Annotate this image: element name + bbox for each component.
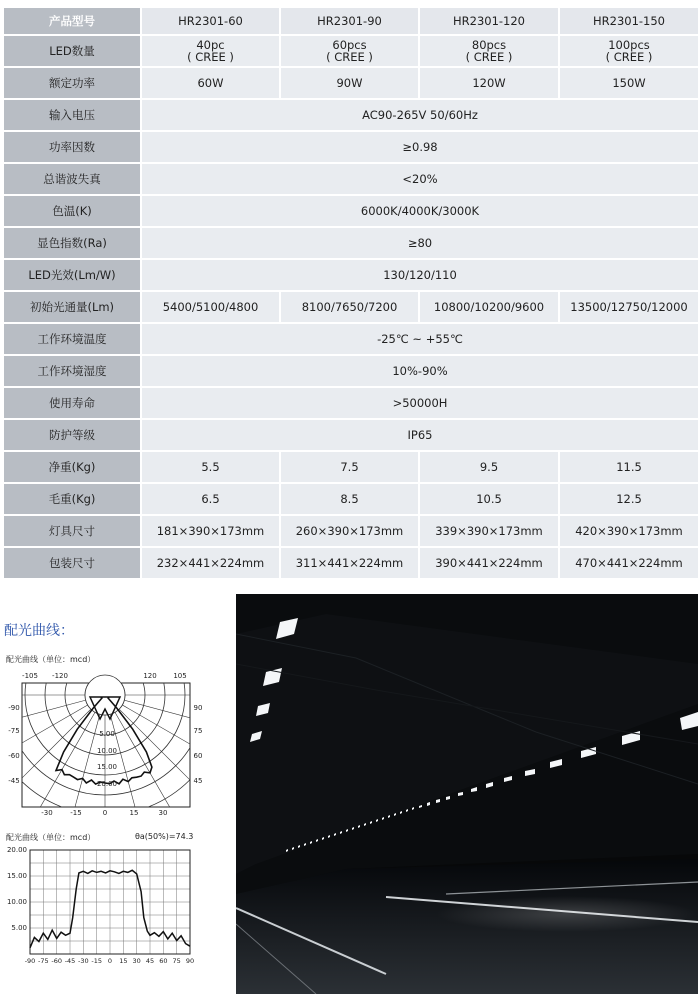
polar-label: -105: [22, 672, 38, 680]
linear-x-tick: -30: [78, 957, 89, 965]
row-value: 10.5: [419, 483, 559, 515]
polar-label: 15: [129, 809, 139, 817]
row-value: 6000K/4000K/3000K: [141, 195, 699, 227]
header-label: 产品型号: [3, 7, 141, 35]
row-value: 181×390×173mm: [141, 515, 280, 547]
row-value: AC90-265V 50/60Hz: [141, 99, 699, 131]
row-value: 10800/10200/9600: [419, 291, 559, 323]
row-value: 232×441×224mm: [141, 547, 280, 579]
row-value: 7.5: [280, 451, 419, 483]
polar-label: 90: [193, 704, 203, 712]
polar-label: -120: [52, 672, 68, 680]
table-body: [3, 35, 699, 579]
row-value: 11.5: [559, 451, 699, 483]
linear-y-tick: 10.00: [6, 898, 27, 906]
row-value: 60W: [141, 67, 280, 99]
row-label: 净重(Kg): [3, 451, 141, 483]
row-value: 150W: [559, 67, 699, 99]
row-label: 显色指数(Ra): [3, 227, 141, 259]
row-label: 灯具尺寸: [3, 515, 141, 547]
linear-x-tick: 30: [132, 957, 141, 965]
table-row: [3, 195, 699, 227]
row-value: 80pcs ( CREE ): [419, 35, 559, 67]
polar-label: -30: [41, 809, 53, 817]
row-value: 8100/7650/7200: [280, 291, 419, 323]
polar-label: 30: [158, 809, 168, 817]
polar-label: -15: [70, 809, 82, 817]
linear-caption: 配光曲线（单位：mcd）: [6, 833, 96, 842]
polar-caption: 配光曲线（单位：mcd）: [6, 655, 96, 664]
polar-label: 75: [193, 727, 203, 735]
row-value: 10%-90%: [141, 355, 699, 387]
row-value: 6.5: [141, 483, 280, 515]
row-value: 260×390×173mm: [280, 515, 419, 547]
linear-x-tick: -90: [24, 957, 36, 965]
row-label: LED光效(Lm/W): [3, 259, 141, 291]
polar-label: 5.00: [99, 730, 115, 738]
row-label: 初始光通量(Lm): [3, 291, 141, 323]
polar-label: -90: [8, 704, 20, 712]
polar-label: 15.00: [96, 763, 118, 771]
row-value: -25℃ ~ +55℃: [141, 323, 699, 355]
table-row: [3, 515, 699, 547]
row-value: 390×441×224mm: [419, 547, 559, 579]
table-row: [3, 35, 699, 67]
row-value: IP65: [141, 419, 699, 451]
row-value: 90W: [280, 67, 419, 99]
polar-label: 120: [143, 672, 157, 680]
spec-table: [2, 6, 700, 580]
linear-x-tick: -75: [38, 957, 49, 965]
polar-label: 20.00: [96, 780, 118, 788]
polar-label: 10.00: [96, 747, 118, 755]
row-label: 功率因数: [3, 131, 141, 163]
tunnel-photo: [236, 594, 698, 994]
row-value: 9.5: [419, 451, 559, 483]
table-row: [3, 227, 699, 259]
linear-x-tick: 75: [172, 957, 181, 965]
row-value: 120W: [419, 67, 559, 99]
row-value: 8.5: [280, 483, 419, 515]
linear-y-tick: 5.00: [11, 924, 27, 932]
row-value: 100pcs ( CREE ): [559, 35, 699, 67]
linear-x-tick: -15: [91, 957, 102, 965]
table-header-row: [3, 7, 699, 35]
polar-label: -45: [8, 777, 20, 785]
table-row: [3, 547, 699, 579]
table-row: [3, 323, 699, 355]
row-label: 总谐波失真: [3, 163, 141, 195]
row-value: 420×390×173mm: [559, 515, 699, 547]
header-model-150: HR2301-150: [559, 7, 699, 35]
header-model-60: HR2301-60: [141, 7, 280, 35]
row-value: 5.5: [141, 451, 280, 483]
polar-label: 60: [193, 752, 203, 760]
polar-label: -75: [8, 727, 20, 735]
row-label: 输入电压: [3, 99, 141, 131]
linear-y-tick: 15.00: [6, 872, 27, 880]
linear-x-tick: 0: [107, 957, 113, 965]
linear-chart: [0, 842, 225, 982]
table-row: [3, 67, 699, 99]
row-label: 工作环境湿度: [3, 355, 141, 387]
row-value: 470×441×224mm: [559, 547, 699, 579]
row-value: 130/120/110: [141, 259, 699, 291]
linear-x-tick: 45: [145, 957, 155, 965]
row-value: 60pcs ( CREE ): [280, 35, 419, 67]
row-value: ≥80: [141, 227, 699, 259]
linear-x-tick: -45: [64, 957, 76, 965]
table-row: [3, 131, 699, 163]
row-label: 毛重(Kg): [3, 483, 141, 515]
row-value: 40pc ( CREE ): [141, 35, 280, 67]
section-title: 配光曲线：: [4, 623, 74, 639]
linear-y-tick: 20.00: [6, 846, 27, 854]
table-row: [3, 355, 699, 387]
polar-label: 45: [193, 777, 203, 785]
polar-chart: [0, 665, 225, 825]
table-row: [3, 291, 699, 323]
table-row: [3, 419, 699, 451]
linear-x-tick: 60: [159, 957, 168, 965]
table-row: [3, 163, 699, 195]
polar-label: 105: [173, 672, 187, 680]
linear-x-tick: -60: [51, 957, 62, 965]
table-row: [3, 483, 699, 515]
row-value: 311×441×224mm: [280, 547, 419, 579]
row-value: 339×390×173mm: [419, 515, 559, 547]
polar-label: -60: [8, 752, 20, 760]
linear-x-tick: 90: [185, 957, 195, 965]
row-label: 包装尺寸: [3, 547, 141, 579]
row-label: 使用寿命: [3, 387, 141, 419]
table-row: [3, 259, 699, 291]
row-label: 防护等级: [3, 419, 141, 451]
row-value: 12.5: [559, 483, 699, 515]
row-value: <20%: [141, 163, 699, 195]
row-value: 5400/5100/4800: [141, 291, 280, 323]
header-model-120: HR2301-120: [419, 7, 559, 35]
row-value: ≥0.98: [141, 131, 699, 163]
table-row: [3, 99, 699, 131]
row-label: 额定功率: [3, 67, 141, 99]
polar-label: 0: [102, 809, 108, 817]
row-value: 13500/12750/12000: [559, 291, 699, 323]
row-label: 色温(K): [3, 195, 141, 227]
row-value: >50000H: [141, 387, 699, 419]
header-model-90: HR2301-90: [280, 7, 419, 35]
table-row: [3, 387, 699, 419]
linear-beam-label: θa(50%)=74.3: [135, 832, 194, 841]
linear-x-tick: 15: [119, 957, 128, 965]
row-label: LED数量: [3, 35, 141, 67]
table-row: [3, 451, 699, 483]
row-label: 工作环境温度: [3, 323, 141, 355]
